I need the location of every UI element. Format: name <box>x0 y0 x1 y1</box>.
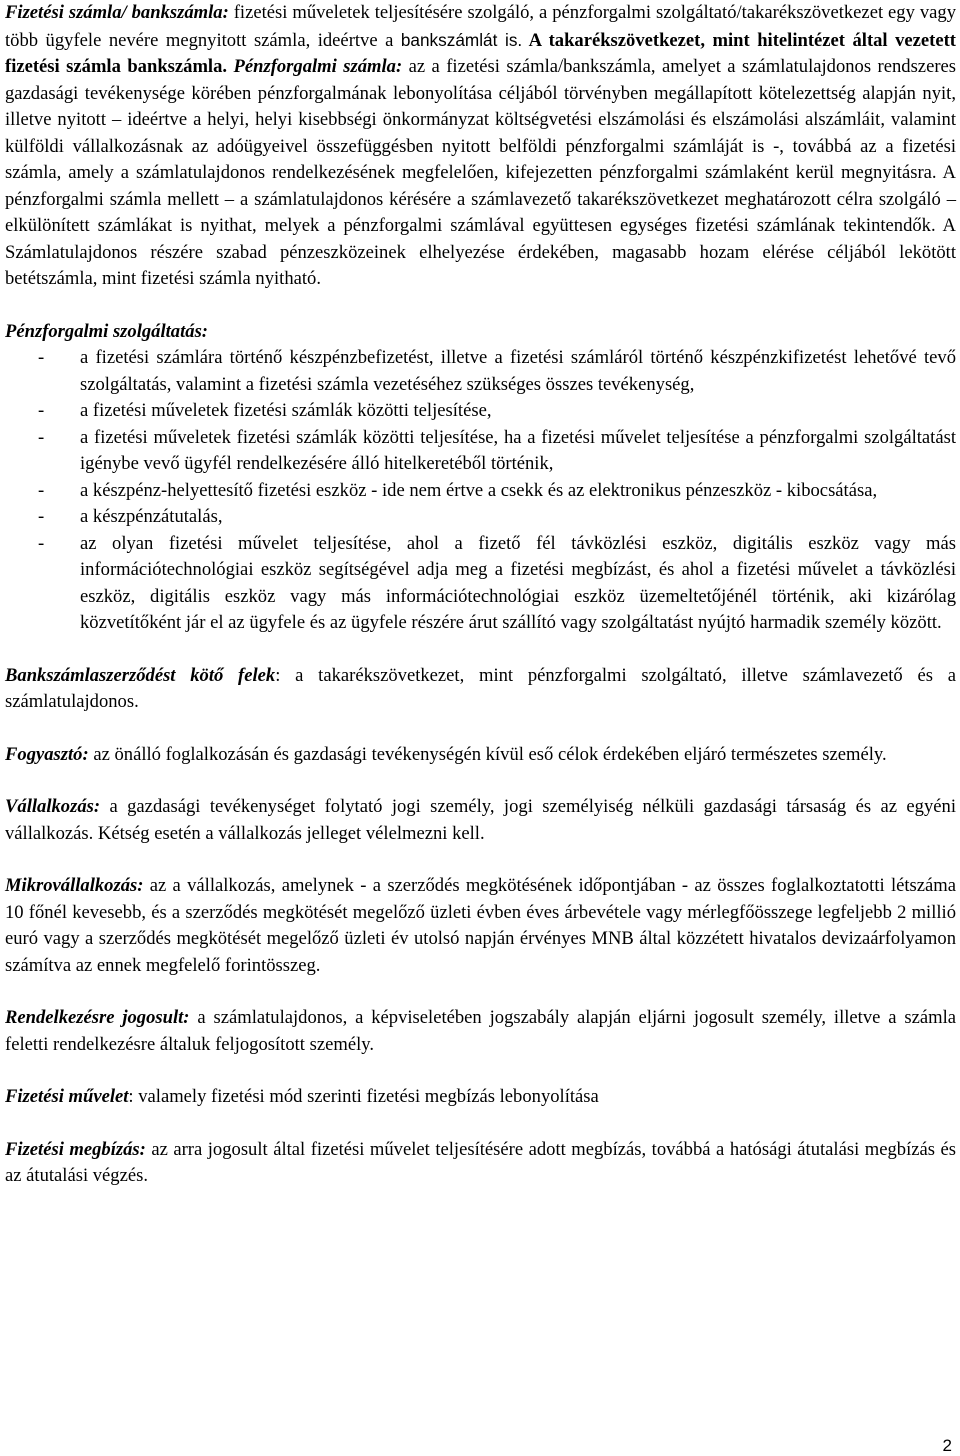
definition-text-bold: A takarékszövetkezet, mint hitelintézet által vezetett fizetési számla bankszámla. <box>5 29 956 77</box>
paragraph-fogyaszto <box>5 742 956 769</box>
term-penzforgalmi-szolgaltatas: Pénzforgalmi szolgáltatás: <box>5 320 208 342</box>
term-mikrovallalkozas: Mikrovállalkozás: <box>5 875 144 896</box>
term-vallalkozas: Vállalkozás: <box>5 796 101 817</box>
paragraph-fizetesi-muvelet <box>5 1084 956 1111</box>
term-fizetesi-szamla: Fizetési számla/ bankszámla: <box>5 2 229 23</box>
definition-text: a gazdasági tevékenységet folytató jogi személy, jogi személyiség nélküli gazdasági társaság és az egyéni vállalkozás. Kétség esetén a vállalkozás jelleget vélelmezni kell. <box>5 796 956 844</box>
definition-text: : a takarékszövetkezet, mint pénzforgalmi szolgáltató, illetve számlavezető és a számlatulajdonos. <box>5 664 956 712</box>
definition-text: az a vállalkozás, amelynek - a szerződés megkötésének időpontjában - az összes foglalkoztatotti létszáma 10 főnél kevesebb, és a szerződés megkötését megelőző üzleti évben éves árbevétele vagy mérlegfőösszege legfeljebb 2 millió euró vagy a szerződés megkötését megelőző üzleti év utolsó napján érvényes MNB által közzétett hivatalos devizaárfolyamon számítva az ennek megfelelő forintösszeg. <box>5 875 956 976</box>
paragraph-vallalkozas <box>5 794 956 847</box>
page-number: 2 <box>942 1436 952 1455</box>
service-list <box>5 345 956 637</box>
paragraph-rendelkezesre-jogosult <box>5 1005 956 1058</box>
term-fogyaszto: Fogyasztó: <box>5 743 89 765</box>
term-fizetesi-muvelet: Fizetési művelet <box>5 1086 129 1107</box>
document-page <box>5 0 956 1190</box>
term-rendelkezesre-jogosult: Rendelkezésre jogosult: <box>5 1007 190 1028</box>
paragraph-bankszamlaszerzodes <box>5 663 956 716</box>
term-penzforgalmi-szamla: Pénzforgalmi számla: <box>233 56 403 77</box>
list-item: - a fizetési számlára történő készpénzbefizetést, illetve a fizetési számláról történő készpénzkifizetést lehetővé tevő szolgáltatás, valamint a fizetési számla vezetéséhez szükséges összes tevékenység, <box>38 347 956 395</box>
term-bankszamlaszerzodes: Bankszámlaszerződést kötő felek <box>5 664 276 686</box>
definition-text: fizetési műveletek teljesítésére szolgáló, a pénzforgalmi szolgáltató/takarékszövetkezet egy vagy több ügyfele nevére megnyitott számla, ideértve a <box>5 2 957 51</box>
definition-text: az önálló foglalkozásán és gazdasági tevékenységén kívül eső célok érdekében eljáró természetes személy. <box>88 743 887 765</box>
definition-text: : valamely fizetési mód szerinti fizetési megbízás lebonyolítása <box>128 1086 599 1107</box>
definition-text: az a fizetési számla/bankszámla, amelyet a számlatulajdonos rendszeres gazdasági tevékenysége körében pénzforgalmának lebonyolítása céljából törvényben megállapított kötelezettség alapján nyit, illetve nyitott – ideértve a helyi, helyi kisebbségi önkormányzat költségvetési elszámolási és elszámolási alszámláit, valamint külföldi vállalkozásnak az adóügyeivel összefüggésben nyitott belföldi pénzforgalmi számláját is -, továbbá az a fizetési számla, amely a számlatulajdonos rendelkezésének megfelelően, kifejezetten pénzforgalmi számlaként kerül megnyitásra. A pénzforgalmi számla mellett – a számlatulajdonos kérésére a számlavezető takarékszövetkezet meghatározott célra szolgáló – elkülönített számlákat is nyithat, melyek a pénzforgalmi számlával együttesen egységes fizetési számlának tekintendők. A Számlatulajdonos részére szabad pénzeszközeinek elhelyezése érdekében, magasabb hozam elérése céljából lekötött betétszámla, mint fizetési számla nyitható. <box>5 56 956 289</box>
paragraph-fizetesi-megbizas <box>5 1137 956 1190</box>
list-item: - a fizetési műveletek fizetési számlák közötti teljesítése, ha a fizetési művelet teljesítése a pénzforgalmi szolgáltatást igénybe vevő ügyfél rendelkezésére álló hitelkeretéből történik, <box>38 426 956 474</box>
list-item: - az olyan fizetési művelet teljesítése, ahol a fizető fél távközlési eszköz, digitális eszköz vagy más információtechnológiai eszköz segítségével adja meg a fizetési megbízást, és ahol a fizetési művelet a távközlési eszköz, digitális eszköz vagy más információtechnológiai eszköz üzemeltetőjénél történik, aki kizárólag közvetítőként jár el az ügyfele és az ügyfele részére árut szállító vagy szolgáltatást nyújtó harmadik személy között. <box>38 532 956 633</box>
definition-text-sans: bankszámlát is. <box>400 29 523 50</box>
definition-text: a számlatulajdonos, a képviseletében jogszabály alapján eljárni jogosult személy, illetve a számla feletti rendelkezésre általuk feljogosított személy. <box>5 1007 957 1055</box>
list-item: - a készpénzátutalás, <box>38 506 223 527</box>
paragraph-mikrovallalkozas <box>5 873 956 979</box>
definition-text: az arra jogosult által fizetési művelet teljesítésére adott megbízás, továbbá a hatósági átutalási megbízás és az átutalási végzés. <box>5 1138 956 1186</box>
section-penzforgalmi-szolgaltatas <box>5 319 956 637</box>
term-fizetesi-megbizas: Fizetési megbízás: <box>5 1138 146 1160</box>
list-item: - a fizetési műveletek fizetési számlák közötti teljesítése, <box>38 400 492 421</box>
paragraph-fizetesi-szamla <box>5 0 956 293</box>
list-item: - a készpénz-helyettesítő fizetési eszköz - ide nem értve a csekk és az elektronikus pénzeszköz - kibocsátása, <box>38 479 878 501</box>
